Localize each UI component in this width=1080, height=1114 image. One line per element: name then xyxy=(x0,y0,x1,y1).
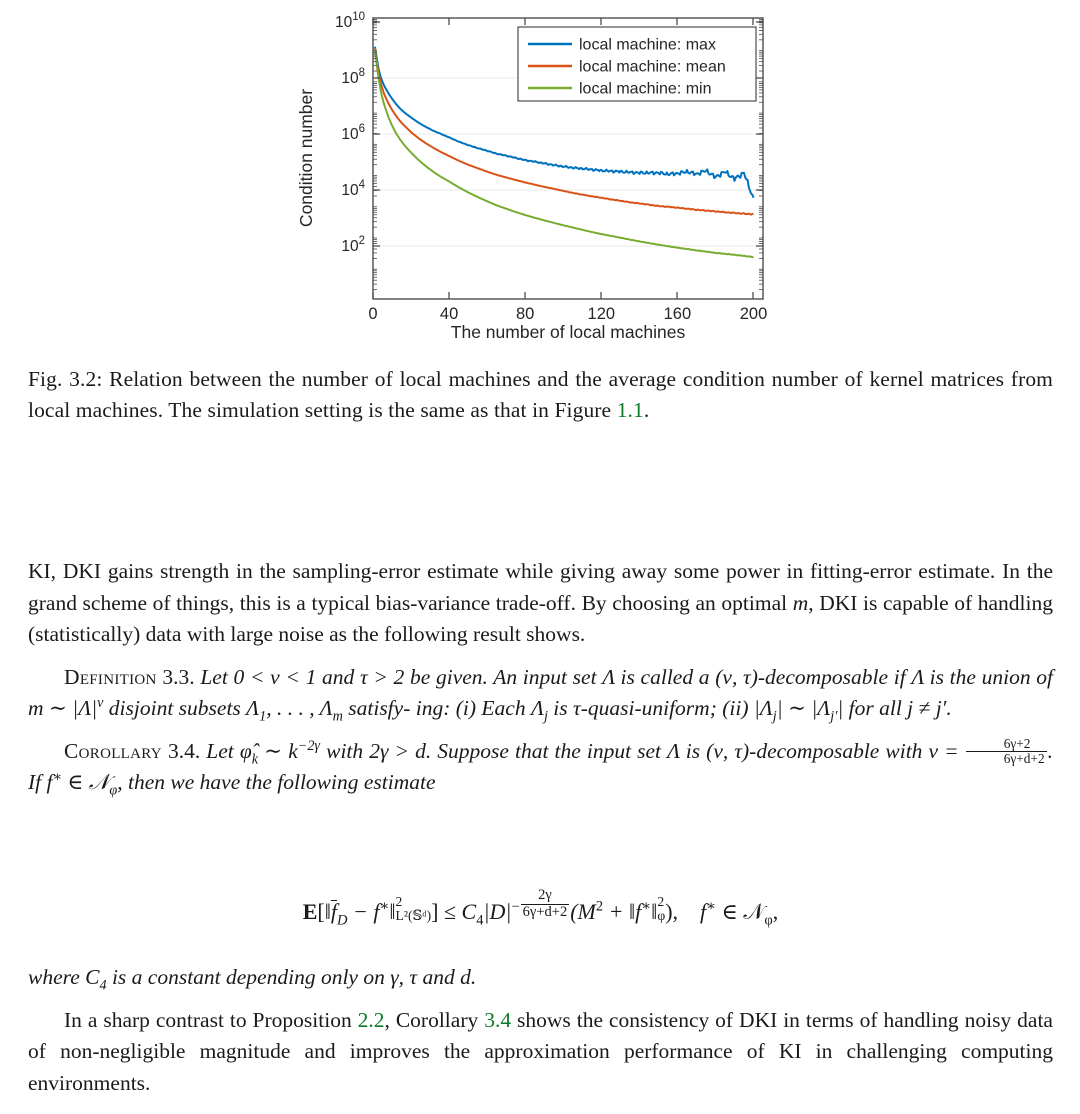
proposition-2-2-link[interactable]: 2.2 xyxy=(357,1007,385,1032)
caption-label: Fig. 3.2: xyxy=(28,367,103,391)
corollary-text-2c: ∈ 𝒩 xyxy=(62,770,110,794)
definition-number: 3.3. xyxy=(162,664,195,689)
corollary-nu-fraction xyxy=(966,737,1047,767)
eq-tail-star: ∗ xyxy=(706,898,717,915)
display-equation xyxy=(28,887,1053,929)
definition-text-2c: , . . . , Λ xyxy=(266,696,333,720)
eq-tail-sub-phi: φ xyxy=(764,912,773,929)
eq-C4-sub: 4 xyxy=(476,912,484,929)
corollary-text-1a: Let xyxy=(200,738,240,763)
where-sub-4: 4 xyxy=(99,977,107,994)
corollary-phi-hat: φ̂ xyxy=(239,738,252,763)
figure-3-2 xyxy=(0,0,1080,350)
svg-text:108: $10^8$ xyxy=(341,67,365,87)
eq-exp-num: 2γ xyxy=(538,887,552,903)
eq-norm2-sup: 2 xyxy=(657,893,665,909)
eq-expectation-operator: E xyxy=(302,898,318,924)
eq-C4: C xyxy=(461,898,477,924)
svg-text:106: $10^6$ xyxy=(341,123,365,143)
where-text-1: where C xyxy=(28,965,100,989)
svg-text:1010 xyxy=(335,11,365,31)
corollary-text-2d: , then we have the following estimate xyxy=(117,770,436,794)
definition-sub-j: j xyxy=(543,708,548,725)
x-tick-label-160: 160 xyxy=(663,305,692,323)
definition-text-1: Let 0 < ν < 1 and τ > 2 be given. An input set Λ is called a xyxy=(194,664,710,689)
corollary-text-2b: . If f xyxy=(28,738,1053,794)
svg-text:104: $10^4$ xyxy=(341,179,365,199)
eq-norm2-sub: φ xyxy=(657,907,666,923)
para1-line4: with large noise as the following result shows. xyxy=(186,622,586,646)
corollary-star-1: ∗ xyxy=(52,768,63,785)
y-tick-base-10e10: 10 xyxy=(334,14,353,31)
x-tick-label-0: 0 xyxy=(368,305,378,323)
svg-text:102: $10^2$ xyxy=(341,235,365,255)
definition-3-3 xyxy=(28,662,1053,725)
eq-norm-script-group xyxy=(396,895,432,922)
caption-text-part-1: Relation between the number of local machines and the average condition number of kernel matrices from local machines. The simulation setting is the same as that in Figure xyxy=(28,367,1054,422)
eq-exp-fraction xyxy=(521,888,570,920)
chart-svg xyxy=(290,6,790,344)
caption-text-part-2: . xyxy=(643,398,650,422)
where-clause xyxy=(28,962,1053,994)
y-axis-label: Condition number xyxy=(296,88,316,228)
x-tick-label-200: 200 xyxy=(739,305,768,323)
corollary-number: 3.4. xyxy=(167,738,201,763)
definition-text-3d: | for all j ≠ j′. xyxy=(837,696,952,720)
fraction-denominator: 6γ+d+2 xyxy=(966,751,1047,766)
paragraph-continuation xyxy=(28,556,1053,651)
eq-star-2: ∗ xyxy=(641,898,652,915)
eq-norm2-close: ‖ xyxy=(651,898,658,924)
definition-sub-j2: j xyxy=(772,708,777,725)
eq-minus-f: − f xyxy=(347,898,380,924)
caption-figure-reference-link[interactable]: 1.1 xyxy=(616,398,644,422)
chart-legend xyxy=(518,27,756,101)
legend-label-0: local machine: max xyxy=(579,36,716,54)
corollary-text-1c: with 2γ > d. Suppose that the input set Λ is xyxy=(320,738,701,763)
definition-sub-1: 1 xyxy=(259,708,267,725)
eq-exp-minus: − xyxy=(511,898,520,915)
fraction-numerator: 6γ+2 xyxy=(1003,735,1031,751)
x-axis-label: The number of local machines xyxy=(450,322,686,342)
x-tick-labels xyxy=(368,305,767,323)
para1-line2: in fitting-error estimate. In the grand scheme of things, this is a typical bias-variance xyxy=(28,559,1054,615)
corollary-label: Corollary xyxy=(64,738,162,763)
definition-sub-jprime: j′ xyxy=(830,708,838,725)
eq-norm-sub-L2Sd: L²(𝕊ᵈ) xyxy=(395,907,432,923)
final-text-1a: In a sharp contrast to Proposition xyxy=(64,1007,358,1032)
para1-line3b: , DKI is capable of handling (statistically) data xyxy=(28,590,1053,646)
eq-plus-norm-f: + ‖f xyxy=(603,898,642,924)
condition-number-chart xyxy=(290,6,790,344)
para1-line3a: trade-off. By choosing an optimal xyxy=(495,590,793,615)
definition-sub-m: m xyxy=(332,708,343,725)
eq-exponent-group xyxy=(511,887,570,920)
eq-norm-close: ‖ xyxy=(389,898,396,924)
tail-text-block xyxy=(28,962,1053,1110)
figure-caption xyxy=(28,364,1053,426)
math-symbol-m: m xyxy=(792,590,809,615)
legend-label-2: local machine: min xyxy=(579,80,712,98)
para1-line1: KI, DKI gains strength in the sampling-error estimate while giving away some power xyxy=(28,559,780,583)
final-text-1c: shows the consistency of xyxy=(511,1007,734,1032)
definition-text-3b: is τ-quasi-uniform; (ii) |Λ xyxy=(547,696,773,720)
eq-leq: ≤ xyxy=(438,898,462,924)
eq-open-bracket: [‖ xyxy=(317,898,331,924)
corollary-sub-phi: φ xyxy=(109,782,118,799)
final-paragraph xyxy=(28,1005,1053,1100)
eq-star-1: ∗ xyxy=(379,898,390,915)
eq-exp-den: 6γ+d+2 xyxy=(522,903,568,920)
definition-sup-nu: ν xyxy=(97,694,104,711)
final-text-line3: approximation performance of KI in challenging computing environments. xyxy=(28,1039,1053,1095)
definition-text-3: ing: (i) Each Λ xyxy=(415,696,544,720)
final-text-1b: , Corollary xyxy=(384,1007,485,1032)
x-tick-label-80: 80 xyxy=(516,305,535,323)
legend-label-1: local machine: mean xyxy=(579,58,726,76)
corollary-text-1b: ∼ k xyxy=(258,738,298,763)
body-text-block xyxy=(28,556,1053,799)
y-tick-exp-10: 10 xyxy=(352,11,365,23)
eq-tail-f: f xyxy=(700,898,707,924)
where-text-2: is a constant depending only on γ, τ and d. xyxy=(106,965,477,989)
eq-open-paren-M: (M xyxy=(570,898,596,924)
definition-text-2b: disjoint subsets Λ xyxy=(103,696,260,720)
x-tick-label-120: 120 xyxy=(587,305,616,323)
eq-close-bracket: ] xyxy=(431,898,439,924)
eq-M-sup-2: 2 xyxy=(595,898,604,915)
definition-text-2d: satisfy- xyxy=(342,696,411,720)
y-tick-labels xyxy=(335,11,366,255)
eq-abs-D: |D| xyxy=(483,898,512,924)
final-text-line2: DKI in terms of handling noisy data of non-negligible magnitude and improves the xyxy=(28,1007,1053,1063)
corollary-sup-minus-2gamma: −2γ xyxy=(297,737,321,754)
eq-close-paren: ), xyxy=(665,898,679,924)
definition-text-2: (ν, τ)-decomposable if Λ is the union of m ∼ |Λ| xyxy=(28,664,1054,720)
eq-tail-comma: , xyxy=(772,898,779,924)
corollary-3-4 xyxy=(28,736,1053,799)
corollary-3-4-link[interactable]: 3.4 xyxy=(484,1007,512,1032)
eq-norm-sup-2: 2 xyxy=(395,893,403,909)
definition-text-3c: | ∼ |Λ xyxy=(776,696,831,720)
eq-f-bar: f xyxy=(330,898,338,924)
x-tick-label-40: 40 xyxy=(439,305,459,323)
eq-sub-D: D xyxy=(337,912,348,929)
corollary-text-2a: (ν, τ)-decomposable with ν = xyxy=(706,738,965,763)
definition-label: Definition xyxy=(64,664,157,689)
corollary-sub-k: k xyxy=(251,750,259,767)
eq-tail-in-N: ∈ 𝒩 xyxy=(716,898,765,924)
